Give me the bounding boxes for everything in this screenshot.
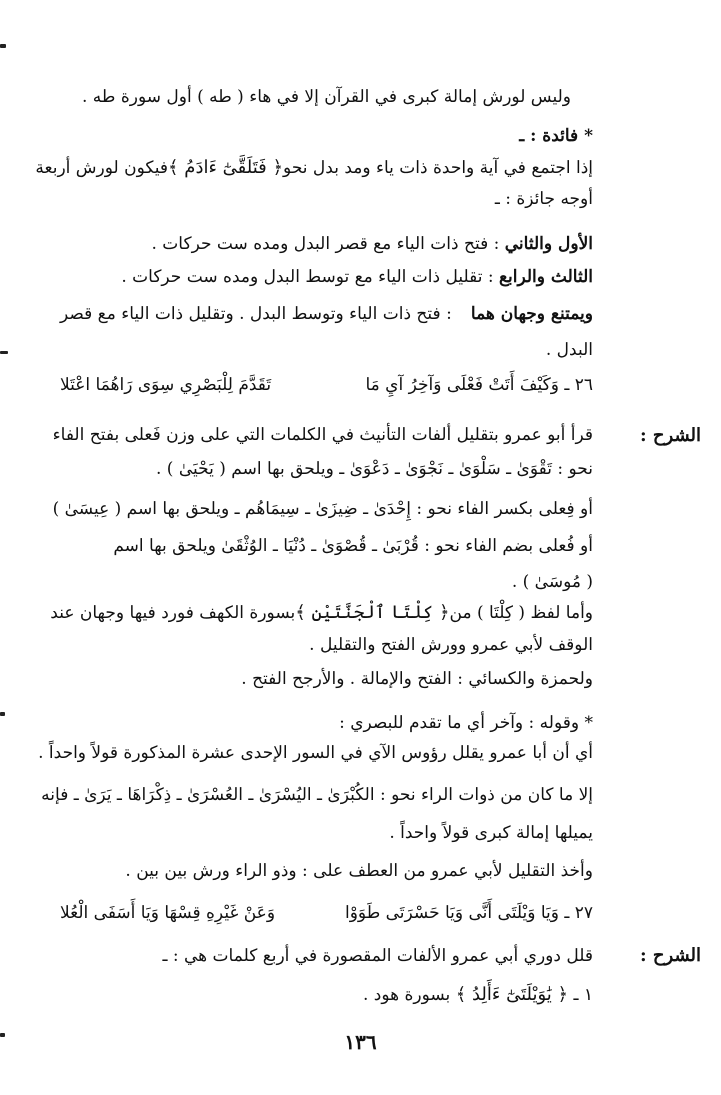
bold-term: الثالث والرابع [499, 267, 593, 287]
item-number: ١ ـ [573, 985, 593, 1005]
text-segment: إذا اجتمع في آية واحدة ذات ياء ومد بدل نحو [283, 158, 593, 178]
text-line: نحو : تَقْوَىٰ ـ سَلْوَىٰ ـ نَجْوَىٰ ـ دَعْوَىٰ ـ ويلحق بها اسم ( يَحْيَىٰ ) . [156, 459, 593, 479]
text-line: قلل دوري أبي عمرو الألفات المقصورة في أربع كلمات هي : ـ [162, 946, 593, 966]
text-segment: : فتح ذات الياء مع قصر البدل ومده ست حركات . [151, 234, 500, 254]
verse-hemistich: ٢٦ ـ وَكَيْفَ أَتَتْ فَعْلَى وَآخِرُ آيِ مَا [365, 375, 593, 395]
text-line [50, 602, 593, 624]
binding-mark [0, 351, 8, 354]
bold-term: الأول والثاني [504, 234, 593, 254]
text-line [60, 233, 593, 255]
text-line: إلا ما كان من ذوات الراء نحو : الكُبْرَىٰ ـ اليُسْرَىٰ ـ العُسْرَىٰ ـ ذِكْرَاهَا ـ يَرَىٰ ـ فإنه [41, 785, 593, 805]
text-segment: : تقليل ذات الياء مع توسط البدل ومده ست حركات . [121, 267, 494, 287]
text-line [60, 303, 593, 325]
binding-mark [0, 712, 5, 716]
quran-quote: ﴿ فَتَلَقَّىٰٓ ءَادَمُ ﴾ [168, 157, 284, 178]
text-segment: وأما لفظ ( كِلْتَا ) من [449, 603, 593, 623]
verse-hemistich: تَقَدَّمَ لِلْبَصْرِي سِوَى رَاهُمَا اعْتَلا [60, 375, 272, 395]
quran-quote: ﴿ يَٰوَيْلَتَىٰٓ ءَأَلِدُ ﴾ [455, 984, 569, 1005]
note-heading: * فائدة : ـ [519, 126, 593, 146]
verse-26 [60, 373, 593, 397]
text-line: ولحمزة والكسائي : الفتح والإمالة . والأرجح الفتح . [241, 669, 593, 689]
text-segment: فيكون لورش أربعة [35, 158, 169, 178]
text-line: يميلها إمالة كبرى قولاً واحداً . [389, 823, 593, 843]
text-line: أي أن أبا عمرو يقلل رؤوس الآي في السور الإحدى عشرة المذكورة قولاً واحداً . [38, 743, 593, 763]
text-segment: بسورة الكهف فورد فيها وجهان عند [50, 603, 296, 623]
verse-27 [60, 901, 593, 925]
quran-quote: ﴿ كِلْتَا ٱلْجَنَّتَيْنِ ﴾ [295, 602, 450, 623]
text-line: البدل . [545, 340, 593, 360]
text-segment: بسورة هود . [362, 985, 451, 1005]
commentary-label: الشرح : [639, 945, 701, 966]
text-line: * وقوله : وآخر أي ما تقدم للبصري : [339, 713, 593, 733]
text-line [60, 266, 593, 288]
text-line: قرأ أبو عمرو بتقليل ألفات التأنيث في الكلمات التي على وزن فَعلى بفتح الفاء [52, 425, 593, 445]
page-number: ١٣٦ [344, 1030, 377, 1054]
text-line: ( مُوسَىٰ ) . [511, 572, 593, 592]
verse-hemistich: ٢٧ ـ وَيَا وَيْلَتَى أَنَّى وَيَا حَسْرَتَى طَوَوْا [344, 903, 593, 923]
text-line [35, 157, 593, 179]
text-line: وأخذ التقليل لأبي عمرو من العطف على : وذو الراء ورش بين بين . [125, 861, 593, 881]
text-segment: : فتح ذات الياء وتوسط البدل . وتقليل ذات الياء مع قصر [60, 304, 452, 324]
text-line: أوجه جائزة : ـ [494, 189, 593, 209]
commentary-label: الشرح : [639, 425, 701, 446]
text-line: أو فِعلى بكسر الفاء نحو : إِحْدَىٰ ـ ضِيزَىٰ ـ سِيمَاهُم ـ ويلحق بها اسم ( عِيسَىٰ ) [52, 499, 593, 519]
text-line: الوقف لأبي عمرو وورش الفتح والتقليل . [309, 635, 593, 655]
bold-term: ويمتنع وجهان هما [470, 304, 593, 324]
binding-mark [0, 44, 6, 48]
text-line [60, 984, 593, 1006]
text-line: أو فُعلى بضم الفاء نحو : قُرْبَىٰ ـ قُصْوَىٰ ـ دُنْيَا ـ الوُثْقَىٰ ويلحق بها اسم [113, 536, 593, 556]
verse-hemistich: وَعَنْ غَيْرِهِ قِسْهَا وَيَا أَسَفَى الْعُلا [60, 903, 276, 923]
text-line: وليس لورش إمالة كبرى في القرآن إلا في هاء ( طه ) أول سورة طه . [81, 87, 571, 107]
